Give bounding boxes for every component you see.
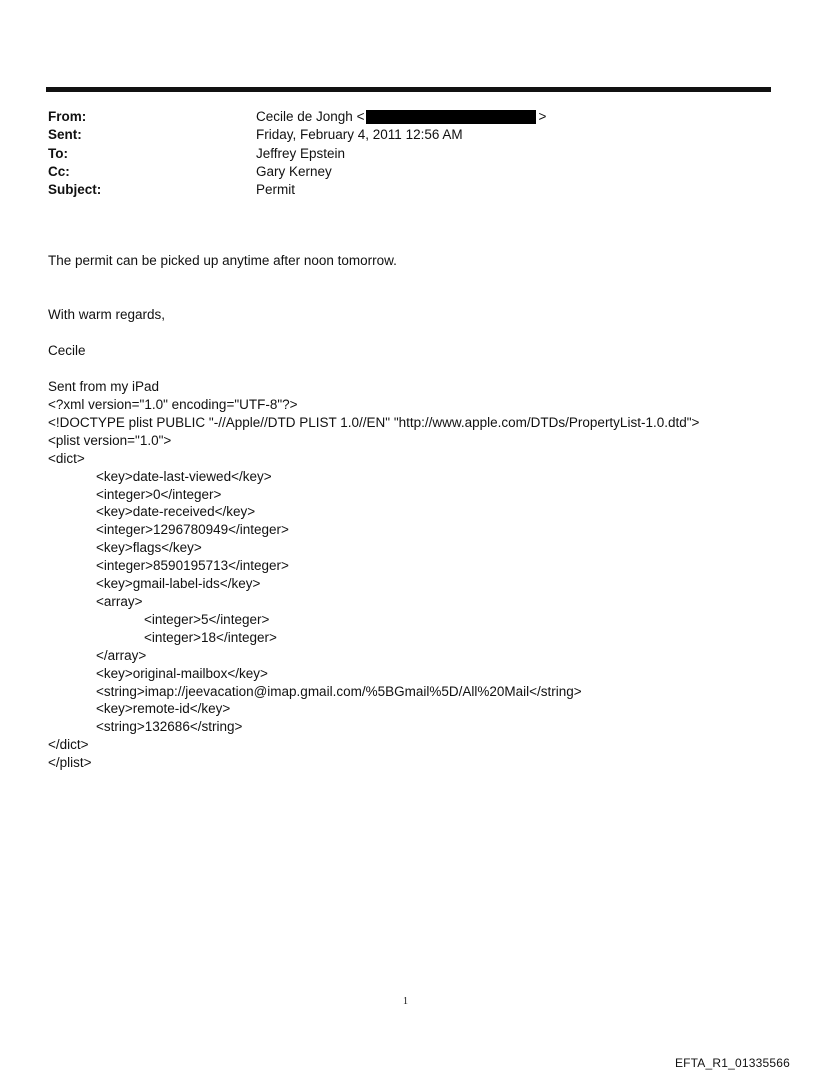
- subject-label: Subject:: [48, 182, 102, 198]
- bates-number: EFTA_R1_01335566: [674, 1056, 790, 1070]
- plist-line: <key>flags</key>: [96, 540, 202, 556]
- plist-line: <integer>5</integer>: [144, 611, 270, 627]
- subject-row: [48, 181, 546, 199]
- cc-value: Gary Kerney: [256, 163, 332, 179]
- sent-value: Friday, February 4, 2011 12:56 AM: [256, 127, 463, 143]
- subject-value: Permit: [256, 182, 296, 198]
- from-close-bracket: >: [538, 109, 547, 124]
- plist-line: <plist version="1.0">: [48, 432, 172, 448]
- plist-line: <integer>18</integer>: [144, 629, 277, 645]
- cc-label: Cc:: [48, 163, 70, 179]
- plist-line: <?xml version="1.0" encoding="UTF-8"?>: [48, 397, 298, 412]
- plist-line: <key>date-received</key>: [96, 504, 256, 520]
- from-label: From:: [48, 109, 87, 124]
- plist-line: </array>: [96, 647, 147, 663]
- to-label: To:: [48, 145, 68, 161]
- sent-row: [48, 126, 546, 144]
- from-row: [48, 108, 546, 126]
- plist-line: </plist>: [48, 755, 92, 771]
- sent-from-text: Sent from my iPad: [48, 379, 160, 394]
- plist-line: <integer>1296780949</integer>: [96, 522, 289, 538]
- from-open-bracket: <: [356, 109, 365, 124]
- cc-row: [48, 163, 546, 181]
- email-headers: [48, 108, 546, 199]
- plist-line: <integer>8590195713</integer>: [96, 558, 289, 574]
- closing-text: With warm regards,: [48, 307, 166, 322]
- redaction-block: [366, 110, 536, 124]
- plist-line: <key>remote-id</key>: [96, 701, 231, 717]
- plist-line: <key>date-last-viewed</key>: [96, 468, 272, 484]
- header-rule: [46, 87, 771, 92]
- plist-line: <string>imap://jeevacation@imap.gmail.com/%5BGmail%5D/All%20Mail</string>: [96, 683, 582, 699]
- to-value: Jeffrey Epstein: [256, 145, 346, 161]
- plist-block: [48, 396, 699, 772]
- plist-line: <key>original-mailbox</key>: [96, 665, 268, 681]
- page-number: 1: [403, 996, 408, 1007]
- from-name: Cecile de Jongh: [256, 109, 353, 124]
- plist-line: <string>132686</string>: [96, 719, 243, 735]
- message-text: The permit can be picked up anytime after noon tomorrow.: [48, 253, 397, 268]
- from-value: [256, 108, 546, 126]
- plist-line: <!DOCTYPE plist PUBLIC "-//Apple//DTD PLIST 1.0//EN" "http://www.apple.com/DTDs/PropertyList-1.0.dtd">: [48, 414, 700, 430]
- to-row: [48, 145, 546, 163]
- plist-line: <dict>: [48, 450, 85, 466]
- plist-line: </dict>: [48, 737, 89, 753]
- plist-line: <key>gmail-label-ids</key>: [96, 576, 261, 592]
- plist-line: <integer>0</integer>: [96, 486, 222, 502]
- sent-label: Sent:: [48, 127, 82, 143]
- plist-line: <array>: [96, 593, 143, 609]
- signature-text: Cecile: [48, 343, 86, 358]
